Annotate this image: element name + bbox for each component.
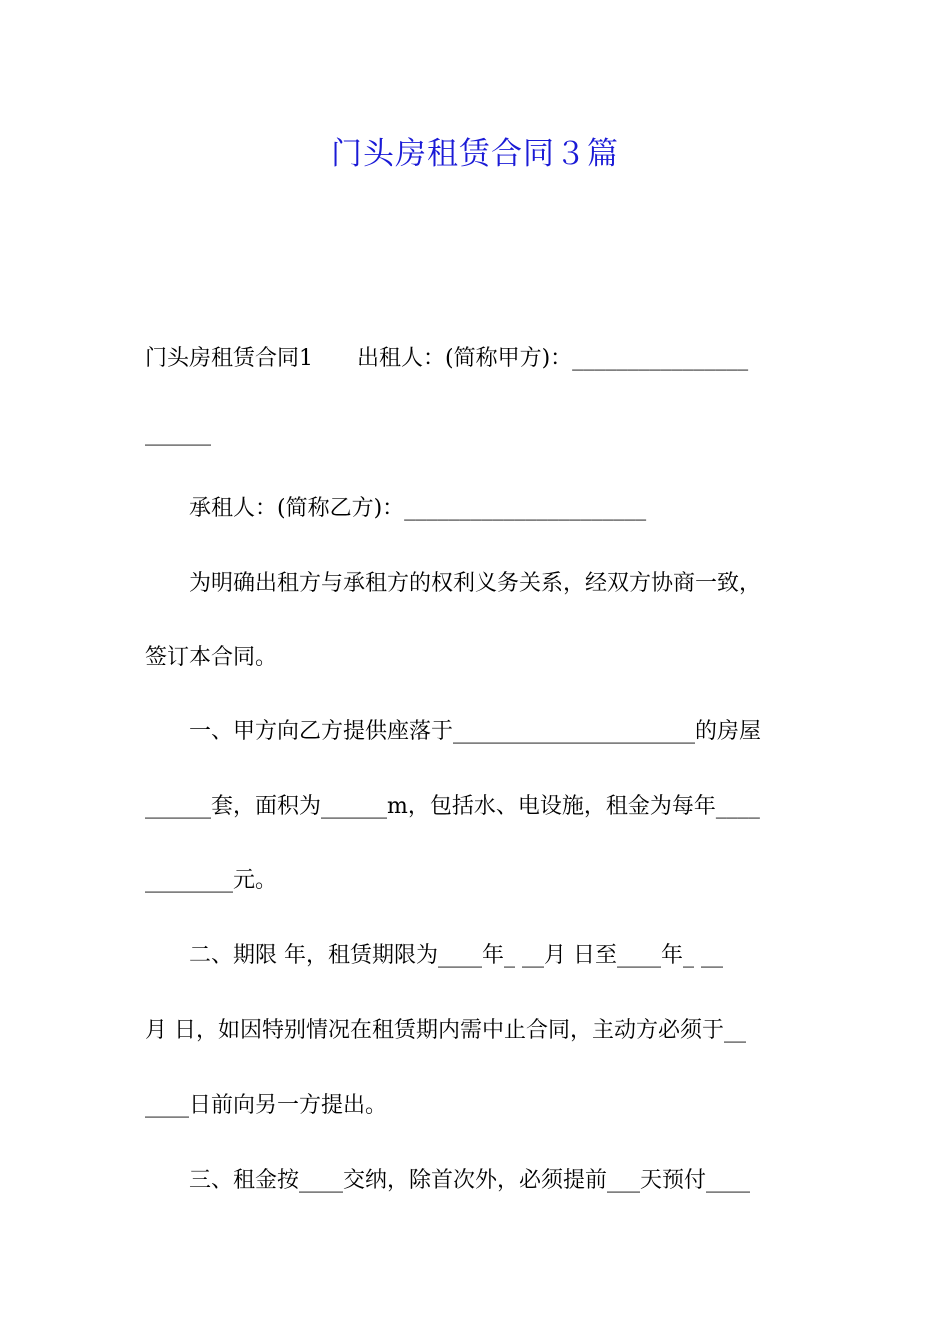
text-line: 一、甲方向乙方提供座落于______________________的房屋: [145, 719, 762, 744]
text-line: 承租人：(简称乙方)：______________________: [145, 496, 647, 521]
text-line: 三、租金按____交纳，除首次外，必须提前___天预付____: [145, 1168, 751, 1193]
text-line: ______套，面积为______m，包括水、电设施，租金为每年____: [145, 794, 760, 819]
text-line: 为明确出租方与承租方的权利义务关系，经双方协商一致，: [145, 571, 762, 596]
text-line: 门头房租赁合同1 出租人：(简称甲方)：________________: [145, 346, 749, 371]
text-line: ______: [145, 421, 211, 446]
text-line: 月 日，如因特别情况在租赁期内需中止合同，主动方必须于__: [145, 1018, 746, 1043]
text-line: 二、期限 年，租赁期限为____年_ __月 日至____年_ __: [145, 943, 723, 968]
document-title: 门头房租赁合同３篇: [331, 136, 619, 172]
text-line: 签订本合同。: [145, 645, 278, 670]
text-line: ____日前向另一方提出。: [145, 1093, 388, 1118]
text-line: ________元。: [145, 868, 278, 893]
